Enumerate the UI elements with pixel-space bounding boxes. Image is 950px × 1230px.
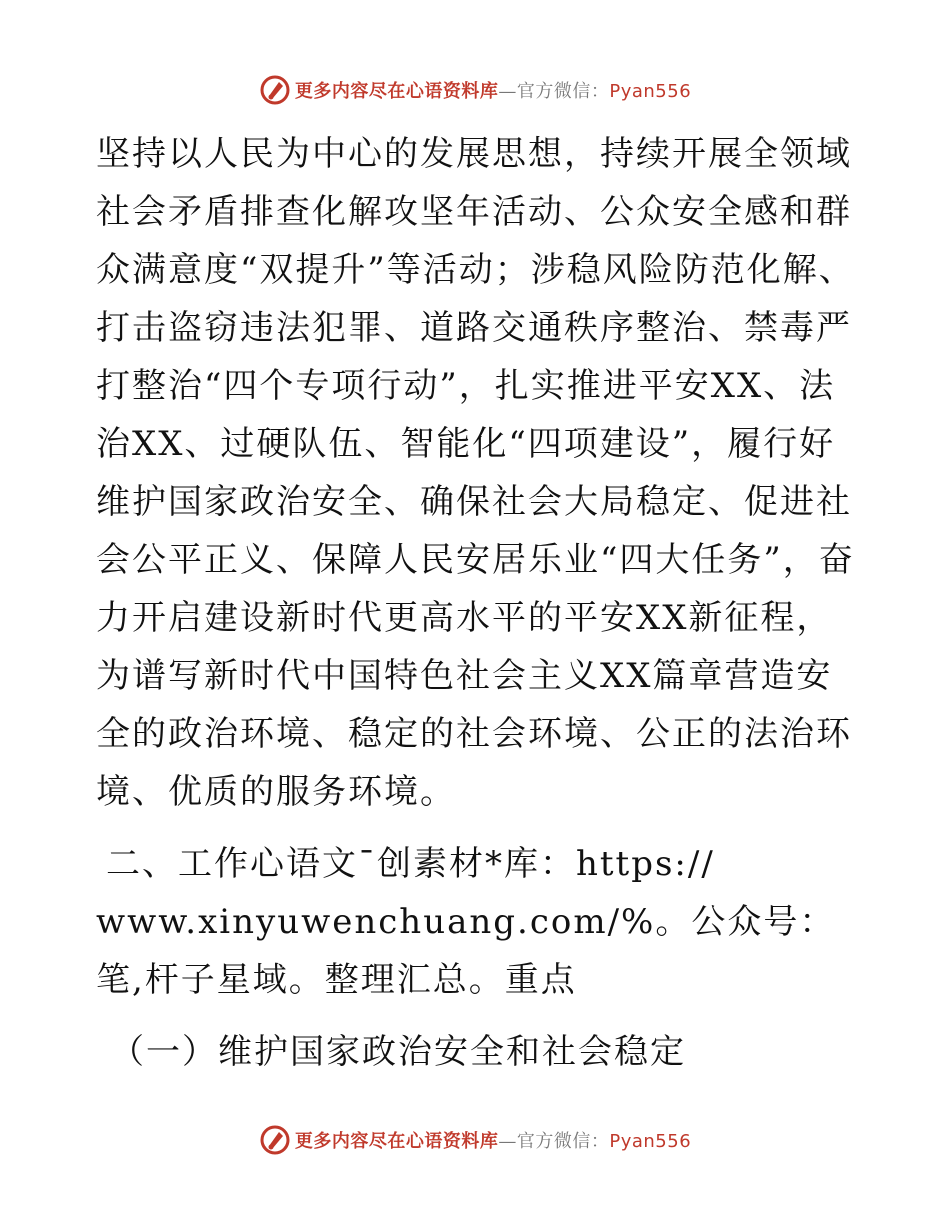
- banner-wechat-id: Pyan556: [609, 1131, 692, 1152]
- footer-banner: [0, 1120, 950, 1160]
- banner-text: [295, 77, 691, 103]
- section-heading-line-2: www.xinyuwenchuang.com/%。公众号：笔,杆子星域。整理汇总。重点: [96, 902, 836, 1000]
- banner-site-name: 更多内容尽在心语资料库: [294, 81, 499, 102]
- banner-wechat-id: Pyan556: [609, 81, 692, 102]
- banner-dash: —: [498, 81, 517, 102]
- header-banner: [0, 70, 950, 110]
- banner-site-name: 更多内容尽在心语资料库: [294, 1131, 499, 1152]
- section-heading-line-1: 二、工作心语文¯创素材*库：https://: [106, 844, 715, 884]
- banner-official-label: 官方微信：: [516, 1131, 610, 1152]
- banner-official-label: 官方微信：: [516, 81, 610, 102]
- banner-dash: —: [498, 1131, 517, 1152]
- document-body: [96, 125, 856, 1081]
- pen-nib-logo-icon: [259, 74, 291, 106]
- pen-nib-logo-icon: [259, 1124, 291, 1156]
- body-paragraph: 坚持以人民为中心的发展思想，持续开展全领域社会矛盾排查化解攻坚年活动、公众安全感和群众满意度“双提升”等活动；涉稳风险防范化解、打击盗窃违法犯罪、道路交通秩序整治、禁毒严打整治“四个专项行动”，扎实推进平安XX、法治XX、过硬队伍、智能化“四项建设”，履行好维护国家政治安全、确保社会大局稳定、促进社会公平正义、保障人民安居乐业“四大任务”，奋力开启建设新时代更高水平的平安XX新征程，为谱写新时代中国特色社会主义XX篇章营造安全的政治环境、稳定的社会环境、公正的法治环境、优质的服务环境。: [96, 134, 855, 812]
- subheading: （一）维护国家政治安全和社会稳定: [110, 1032, 686, 1072]
- banner-text: [295, 1127, 691, 1153]
